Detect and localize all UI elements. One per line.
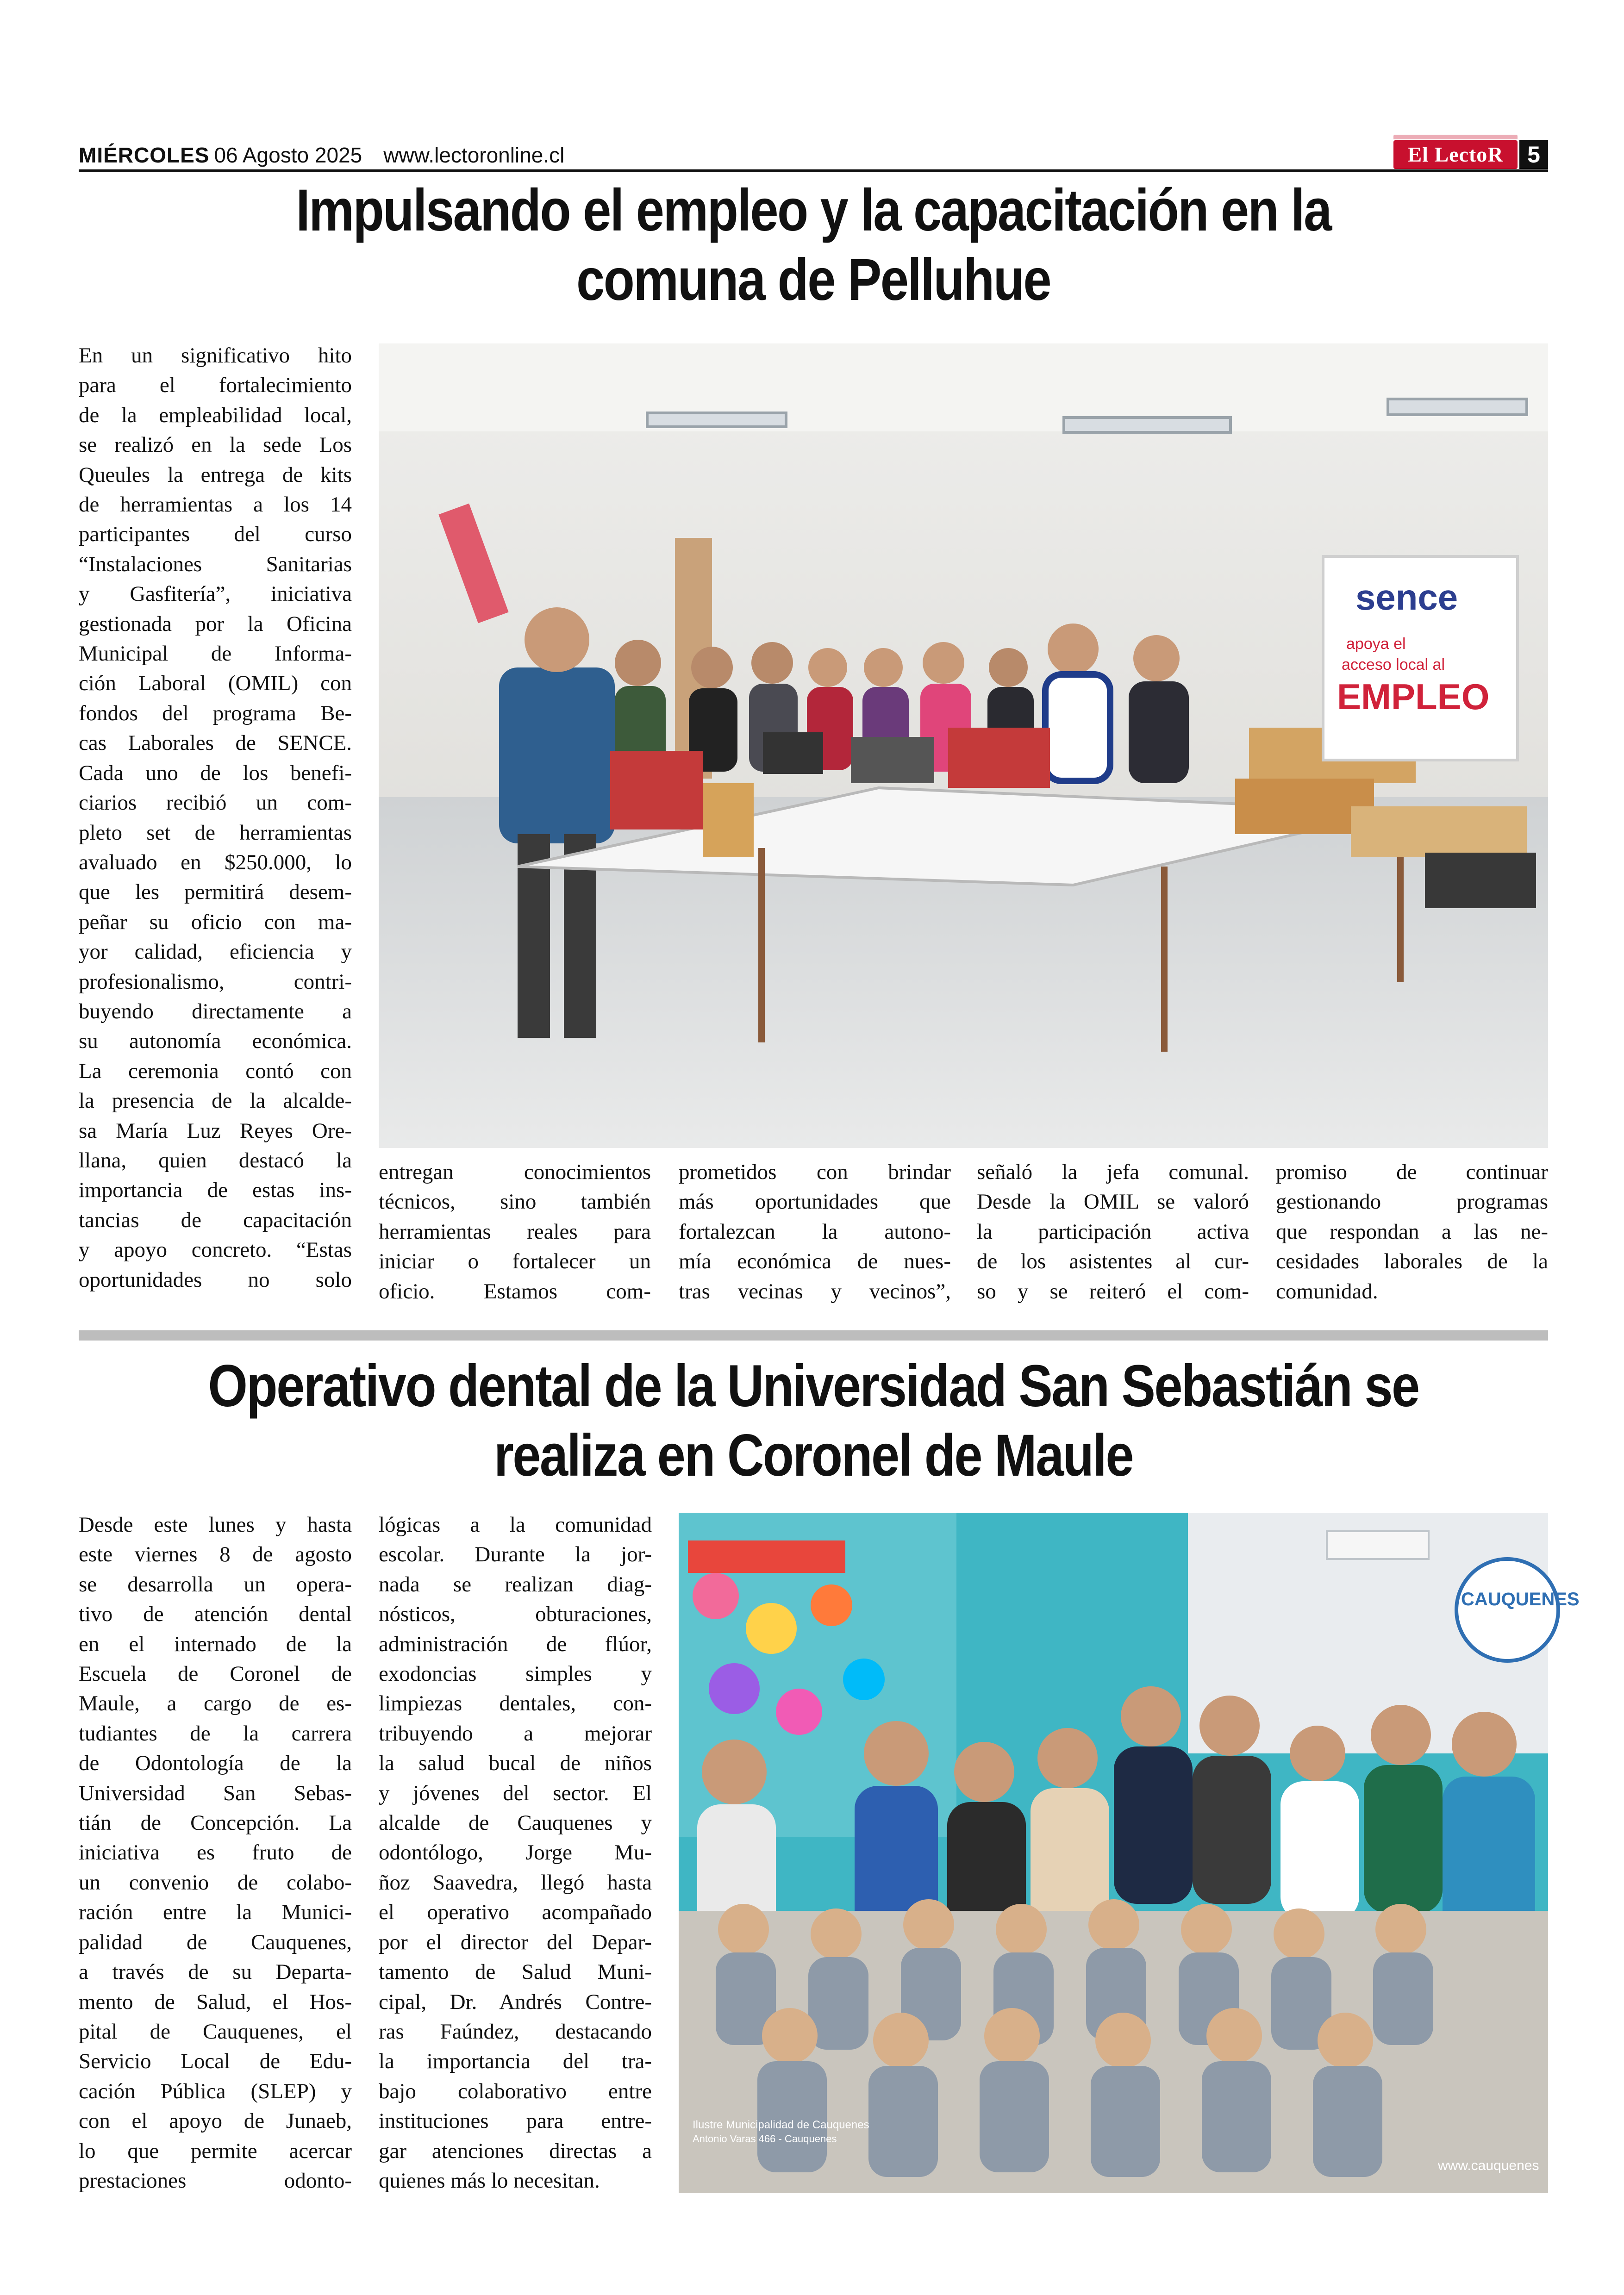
text-line: a través de su Departa- <box>79 1960 352 1984</box>
text-line: ración entre la Munici- <box>79 1900 352 1925</box>
article1-headline-line1: Impulsando el empleo y la capacitación en la <box>296 177 1331 243</box>
text-line: Municipal de Informa- <box>79 642 352 666</box>
text-line: comunidad. <box>1276 1279 1378 1303</box>
text-line: gestionada por la Oficina <box>79 611 352 636</box>
text-line: la presencia de la alcalde- <box>79 1089 352 1113</box>
text-line: de herramientas a los 14 <box>79 493 352 517</box>
text-line: gestionando programas <box>1276 1190 1548 1214</box>
text-line: ras Faúndez, destacando <box>379 2019 652 2044</box>
text-line: la salud bucal de niños <box>379 1751 652 1776</box>
text-line: fondos del programa Be- <box>79 701 352 725</box>
page-number: 5 <box>1519 140 1548 169</box>
text-line: importancia de estas ins- <box>79 1178 352 1203</box>
article1-photo <box>379 343 1548 1148</box>
text-line: llana, quien destacó la <box>79 1148 352 1172</box>
text-line: por el director del Depar- <box>379 1930 652 1954</box>
text-line: pleto set de herramientas <box>79 820 352 845</box>
header-rule <box>79 169 1548 172</box>
text-line: cación Pública (SLEP) y <box>79 2079 352 2103</box>
text-line: y jóvenes del sector. El <box>379 1781 652 1805</box>
text-line: quienes más lo necesitan. <box>379 2168 600 2193</box>
text-line: peñar su oficio con ma- <box>79 910 352 934</box>
photo2-watermark: CAUQUENES <box>1461 1589 1580 1609</box>
text-line: mento de Salud, el Hos- <box>79 1989 352 2014</box>
text-line: iniciar o fortalecer un <box>379 1249 651 1274</box>
text-line: participantes del curso <box>79 522 352 547</box>
text-line: Desde la OMIL se valoró <box>977 1190 1249 1214</box>
text-line: de Odontología de la <box>79 1751 352 1776</box>
text-line: señaló la jefa comunal. <box>977 1160 1249 1184</box>
text-line: yor calidad, eficiencia y <box>79 940 352 964</box>
text-line: oficio. Estamos com- <box>379 1279 651 1303</box>
text-line: en el internado de la <box>79 1632 352 1656</box>
text-line: fortalezcan la autono- <box>679 1219 951 1244</box>
text-line: que les permitirá desem- <box>79 880 352 904</box>
text-line: Escuela de Coronel de <box>79 1662 352 1686</box>
article2-headline-line2: realiza en Coronel de Maule <box>493 1422 1133 1489</box>
text-line: se realizó en la sede Los <box>79 433 352 457</box>
article1-column-3 <box>679 1157 951 1306</box>
text-line: bajo colaborativo entre <box>379 2079 652 2103</box>
header-day: MIÉRCOLES <box>79 143 210 167</box>
text-line: avaluado en $250.000, lo <box>79 850 352 874</box>
text-line: prometidos con brindar <box>679 1160 951 1184</box>
text-line: Servicio Local de Edu- <box>79 2049 352 2074</box>
text-line: instituciones para entre- <box>379 2109 652 2133</box>
text-line: cas Laborales de SENCE. <box>79 731 352 755</box>
photo-banner-brand: sence <box>1355 577 1458 617</box>
header-dateline <box>79 141 564 169</box>
text-line: En un significativo hito <box>79 343 352 368</box>
text-line: ción Laboral (OMIL) con <box>79 671 352 696</box>
article1-headline <box>181 176 1445 315</box>
article2-headline <box>181 1352 1445 1491</box>
text-line: Queules la entrega de kits <box>79 462 352 487</box>
text-line: palidad de Cauquenes, <box>79 1930 352 1954</box>
text-line: lo que permite acercar <box>79 2139 352 2163</box>
text-line: Maule, a cargo de es- <box>79 1691 352 1716</box>
article1-photo-image <box>379 343 1548 1148</box>
text-line: herramientas reales para <box>379 1219 651 1244</box>
text-line: iniciativa es fruto de <box>79 1840 352 1865</box>
photo2-caption-left: Ilustre Municipalidad de Cauquenes <box>693 2119 869 2131</box>
text-line: lógicas a la comunidad <box>379 1513 652 1537</box>
text-line: Cada uno de los benefi- <box>79 761 352 785</box>
article1-headline-line2: comuna de Pelluhue <box>576 247 1050 313</box>
text-line: Universidad San Sebas- <box>79 1781 352 1805</box>
text-line: oportunidades no solo <box>79 1267 352 1292</box>
text-line: de la empleabilidad local, <box>79 403 352 427</box>
text-line: entregan conocimientos <box>379 1160 651 1184</box>
text-line: pital de Cauquenes, el <box>79 2019 352 2044</box>
text-line: nósticos, obturaciones, <box>379 1602 652 1627</box>
header-date: 06 Agosto 2025 <box>214 143 362 167</box>
article2-column-2 <box>379 1510 652 2195</box>
text-line: tamento de Salud Muni- <box>379 1960 652 1984</box>
text-line: limpiezas dentales, con- <box>379 1691 652 1716</box>
text-line: su autonomía económica. <box>79 1029 352 1054</box>
text-line: tudiantes de la carrera <box>79 1721 352 1746</box>
text-line: tián de Concepción. La <box>79 1811 352 1835</box>
text-line: administración de flúor, <box>379 1632 652 1656</box>
text-line: de los asistentes al cur- <box>977 1249 1249 1274</box>
text-line: cesidades laborales de la <box>1276 1249 1548 1274</box>
text-line: un convenio de colabo- <box>79 1870 352 1895</box>
text-line: exodoncias simples y <box>379 1662 652 1686</box>
text-line: cipal, Dr. Andrés Contre- <box>379 1989 652 2014</box>
text-line: alcalde de Cauquenes y <box>379 1811 652 1835</box>
photo-banner-word: EMPLEO <box>1337 676 1490 717</box>
text-line: para el fortalecimiento <box>79 373 352 398</box>
text-line: la participación activa <box>977 1219 1249 1244</box>
photo-banner-line2: acceso local al <box>1342 656 1445 674</box>
article1-column-1 <box>79 341 352 1295</box>
article1-column-4 <box>977 1157 1249 1306</box>
text-line: escolar. Durante la jor- <box>379 1542 652 1567</box>
newspaper-logo: El LectoR <box>1393 140 1518 169</box>
article2-photo <box>679 1513 1580 2193</box>
article2-column-1 <box>79 1510 352 2195</box>
photo-banner-line1: apoya el <box>1346 635 1406 653</box>
text-line: gar atenciones directas a <box>379 2139 652 2163</box>
text-line: tancias de capacitación <box>79 1208 352 1232</box>
article-separator <box>79 1330 1548 1341</box>
text-line: más oportunidades que <box>679 1190 951 1214</box>
text-line: tivo de atención dental <box>79 1602 352 1627</box>
text-line: “Instalaciones Sanitarias <box>79 552 352 576</box>
article1-column-5 <box>1276 1157 1548 1306</box>
text-line: Desde este lunes y hasta <box>79 1513 352 1537</box>
text-line: profesionalismo, contri- <box>79 969 352 994</box>
article1-column-2 <box>379 1157 651 1306</box>
text-line: odontólogo, Jorge Mu- <box>379 1840 652 1865</box>
text-line: La ceremonia contó con <box>79 1059 352 1083</box>
text-line: mía económica de nues- <box>679 1249 951 1274</box>
header-website-link[interactable]: www.lectoronline.cl <box>383 143 565 167</box>
text-line: el operativo acompañado <box>379 1900 652 1925</box>
photo2-caption-right: www.cauquenes <box>1438 2158 1539 2173</box>
photo2-caption-left2: Antonio Varas 466 - Cauquenes <box>693 2133 837 2145</box>
text-line: la importancia del tra- <box>379 2049 652 2074</box>
text-line: técnicos, sino también <box>379 1190 651 1214</box>
text-line: y Gasfitería”, iniciativa <box>79 582 352 606</box>
text-line: con el apoyo de Junaeb, <box>79 2109 352 2133</box>
text-line: prestaciones odonto- <box>79 2168 352 2193</box>
text-line: buyendo directamente a <box>79 999 352 1023</box>
text-line: nada se realizan diag- <box>379 1572 652 1597</box>
text-line: tribuyendo a mejorar <box>379 1721 652 1746</box>
text-line: y apoyo concreto. “Estas <box>79 1238 352 1262</box>
text-line: so y se reiteró el com- <box>977 1279 1249 1303</box>
text-line: sa María Luz Reyes Ore- <box>79 1118 352 1143</box>
article2-headline-line1: Operativo dental de la Universidad San Sebastián se <box>208 1353 1419 1419</box>
article2-photo-image <box>679 1513 1580 2193</box>
text-line: que respondan a las ne- <box>1276 1219 1548 1244</box>
text-line: ciarios recibió un com- <box>79 791 352 815</box>
text-line: promiso de continuar <box>1276 1160 1548 1184</box>
text-line: se desarrolla un opera- <box>79 1572 352 1597</box>
text-line: ñoz Saavedra, llegó hasta <box>379 1870 652 1895</box>
text-line: tras vecinas y vecinos”, <box>679 1279 951 1303</box>
text-line: este viernes 8 de agosto <box>79 1542 352 1567</box>
